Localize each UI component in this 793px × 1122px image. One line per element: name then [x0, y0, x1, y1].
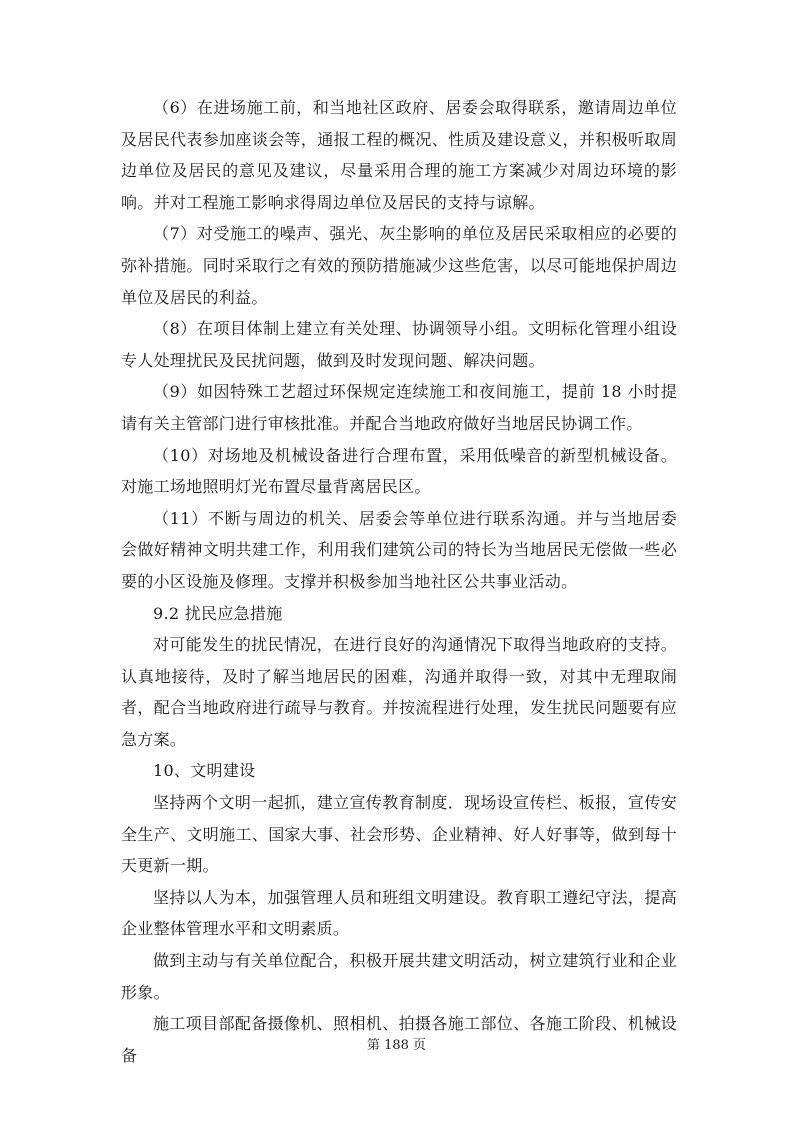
document-body: [121, 92, 677, 1071]
section-heading-10: 10、文明建设: [153, 761, 256, 781]
page-number-prefix: 第: [366, 1038, 380, 1053]
paragraph-item-8: （8）在项目体制上建立有关处理、协调领导小组。文明标化管理小组设专人处理扰民及民扰问题，做到及时发现问题、解决问题。: [121, 319, 677, 370]
paragraph-civilization-4: 施工项目部配备摄像机、照相机、拍摄各施工部位、各施工阶段、机械设备: [121, 1014, 677, 1065]
paragraph-item-6: （6）在进场施工前，和当地社区政府、居委会取得联系，邀请周边单位及居民代表参加座谈会等，通报工程的概况、性质及建设意义，并积极听取周边单位及居民的意见及建议，尽量采用合理的施工方案减少对周边环境的影响。并对工程施工影响求得周边单位及居民的支持与谅解。: [121, 98, 677, 212]
paragraph-civilization-2: 坚持以人为本，加强管理人员和班组文明建设。教育职工遵纪守法，提高企业整体管理水平和文明素质。: [121, 887, 677, 939]
page-number: 188: [384, 1038, 409, 1053]
page-number-suffix: 页: [413, 1038, 427, 1053]
paragraph-civilization-3: 做到主动与有关单位配合，积极开展共建文明活动，树立建筑行业和企业形象。: [121, 951, 677, 1002]
paragraph-civilization-1: 坚持两个文明一起抓，建立宣传教育制度．现场设宣传栏、板报，宣传安全生产、文明施工、国家大事、社会形势、企业精神、好人好事等，做到每十天更新一期。: [121, 793, 677, 876]
section-heading-9-2: 9.2 扰民应急措施: [153, 603, 283, 623]
paragraph-item-10: （10）对场地及机械设备进行合理布置，采用低噪音的新型机械设备。对施工场地照明灯光布置尽量背离居民区。: [121, 445, 677, 497]
paragraph-item-11: （11）不断与周边的机关、居委会等单位进行联系沟通。并与当地居委会做好精神文明共建工作，利用我们建筑公司的特长为当地居民无偿做一些必要的小区设施及修理。支撑并积极参加当地社区公共事业活动。: [121, 508, 677, 591]
paragraph-emergency-measures: 对可能发生的扰民情况，在进行良好的沟通情况下取得当地政府的支持。认真地接待，及时了解当地居民的困难，沟通并取得一致，对其中无理取闹者，配合当地政府进行疏导与教育。并按流程进行处理，发生扰民问题要有应急方案。: [121, 635, 677, 749]
page-footer: [0, 1038, 793, 1054]
paragraph-item-9: （9）如因特殊工艺超过环保规定连续施工和夜间施工，提前 18 小时提请有关主管部门进行审核批准。并配合当地政府做好当地居民协调工作。: [121, 382, 677, 433]
paragraph-item-7: （7）对受施工的噪声、强光、灰尘影响的单位及居民采取相应的必要的弥补措施。同时采取行之有效的预防措施减少这些危害，以尽可能地保护周边单位及居民的利益。: [121, 224, 677, 307]
